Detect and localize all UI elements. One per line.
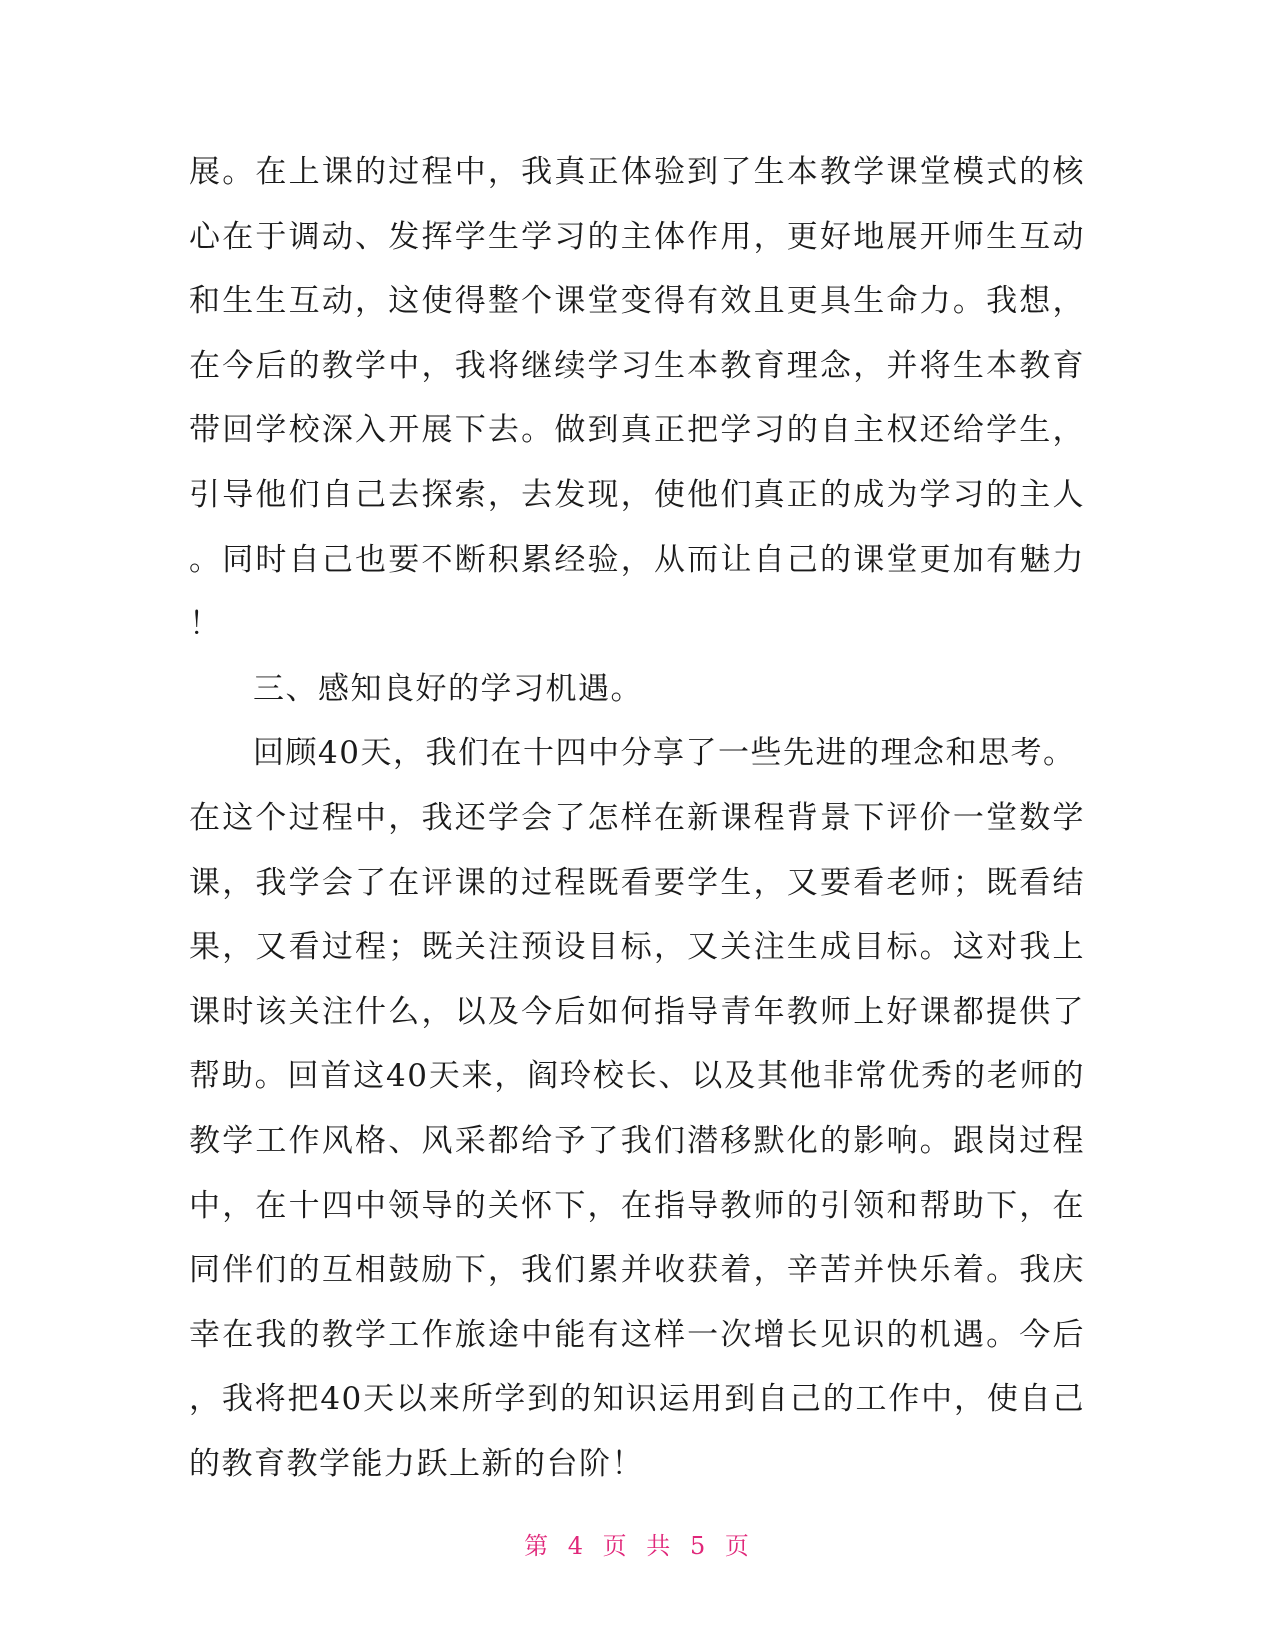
text-line: 在这个过程中，我还学会了怎样在新课程背景下评价一堂数学 [189, 799, 1085, 836]
text-line: 和生生互动，这使得整个课堂变得有效且更具生命力。我想， [189, 283, 1085, 320]
paragraph-start-line: 回顾40天，我们在十四中分享了一些先进的理念和思考。 [253, 735, 1076, 772]
text-line: 在今后的教学中，我将继续学习生本教育理念，并将生本教育 [189, 347, 1085, 384]
text-line: 。同时自己也要不断积累经验，从而让自己的课堂更加有魅力 [189, 541, 1085, 578]
text-line: 心在于调动、发挥学生学习的主体作用，更好地展开师生互动 [189, 218, 1085, 255]
text-line: 课时该关注什么，以及今后如何指导青年教师上好课都提供了 [189, 993, 1085, 1030]
text-line: 中，在十四中领导的关怀下，在指导教师的引领和帮助下，在 [189, 1187, 1085, 1224]
document-body [189, 140, 1085, 1496]
text-line: ！ [189, 606, 222, 643]
text-line: 幸在我的教学工作旅途中能有这样一次增长见识的机遇。今后 [189, 1316, 1085, 1353]
text-line: 同伴们的互相鼓励下，我们累并收获着，辛苦并快乐着。我庆 [189, 1252, 1085, 1289]
text-line: 带回学校深入开展下去。做到真正把学习的自主权还给学生， [189, 412, 1085, 449]
text-line: 果，又看过程；既关注预设目标，又关注生成目标。这对我上 [189, 929, 1085, 966]
text-line: 课，我学会了在评课的过程既看要学生，又要看老师；既看结 [189, 864, 1085, 901]
text-line: 展。在上课的过程中，我真正体验到了生本教学课堂模式的核 [189, 154, 1085, 190]
text-line: 教学工作风格、风采都给予了我们潜移默化的影响。跟岗过程 [189, 1122, 1085, 1159]
text-line: 引导他们自己去探索，去发现，使他们真正的成为学习的主人 [189, 476, 1085, 513]
section-heading: 三、感知良好的学习机遇。 [253, 670, 643, 707]
text-line: 的教育教学能力跃上新的台阶！ [189, 1445, 644, 1482]
page-number-footer: 第 4 页 共 5 页 [524, 1532, 751, 1560]
text-line: ，我将把40天以来所学到的知识运用到自己的工作中，使自己 [189, 1381, 1085, 1418]
text-line: 帮助。回首这40天来，阎玲校长、以及其他非常优秀的老师的 [189, 1058, 1085, 1095]
